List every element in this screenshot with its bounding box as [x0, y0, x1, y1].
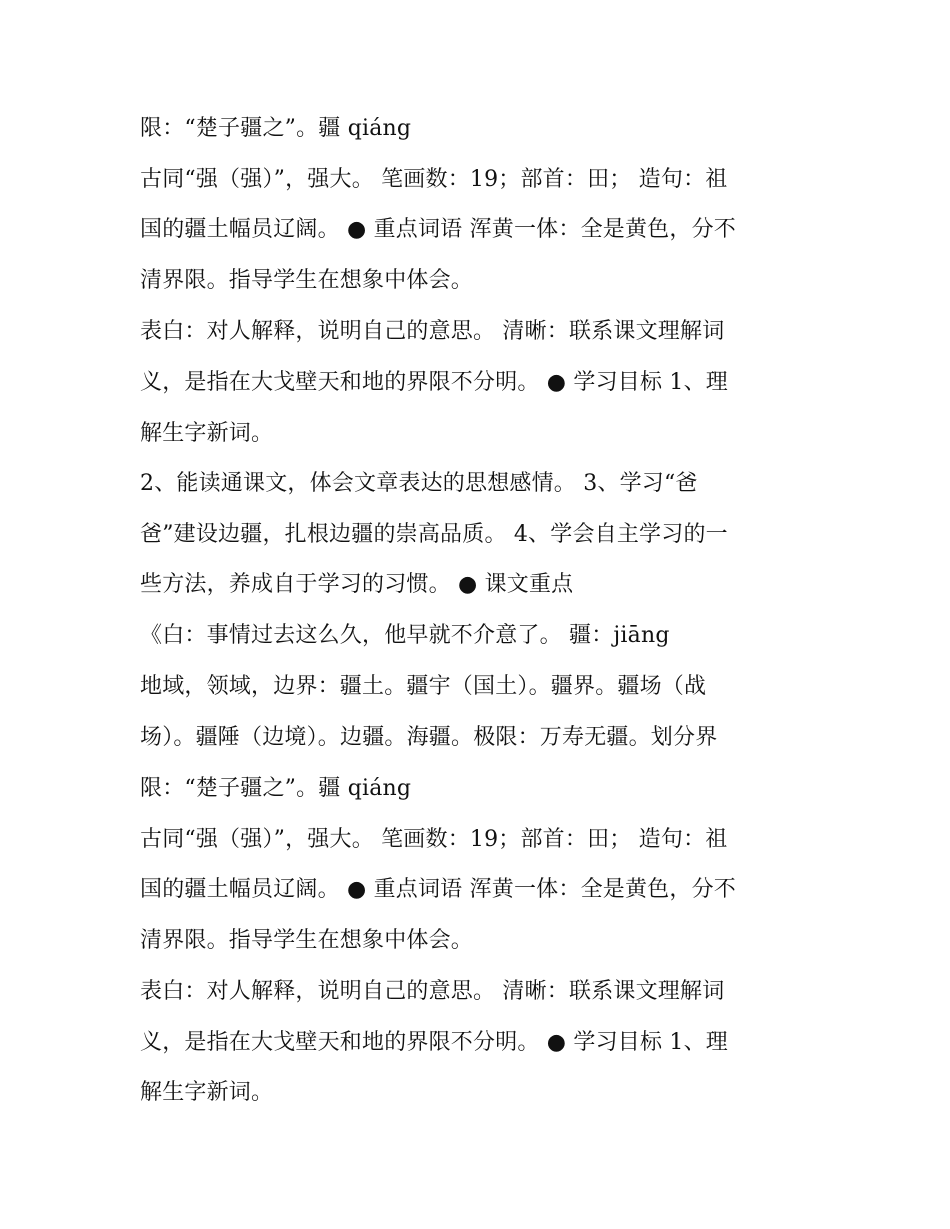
text-line-9: 爸”建设边疆，扎根边疆的崇高品质。 4、学会自主学习的一: [140, 522, 728, 547]
text-line-6: 义，是指在大戈壁天和地的界限不分明。 ● 学习目标 1、理: [140, 370, 728, 395]
text-line-3: 国的疆土幅员辽阔。 ● 重点词语 浑黄一体：全是黄色，分不: [140, 217, 736, 242]
text-line-11: 《白：事情过去这么久，他早就不介意了。 疆：jiāng: [140, 623, 670, 648]
text-line-20: 解生字新词。: [140, 1080, 274, 1105]
text-line-19: 义，是指在大戈壁天和地的界限不分明。 ● 学习目标 1、理: [140, 1030, 728, 1055]
text-line-17: 清界限。指导学生在想象中体会。: [140, 928, 474, 953]
text-line-1: 限：“楚子疆之”。疆 qiáng: [140, 116, 412, 141]
text-line-15: 古同“强（强）”，强大。 笔画数：19；部首：田； 造句：祖: [140, 827, 728, 852]
text-line-5: 表白：对人解释，说明自己的意思。 清晰：联系课文理解词: [140, 319, 725, 344]
text-line-13: 场）。疆陲（边境）。边疆。海疆。极限：万寿无疆。划分界: [140, 725, 718, 750]
text-line-16: 国的疆土幅员辽阔。 ● 重点词语 浑黄一体：全是黄色，分不: [140, 877, 736, 902]
text-line-8: 2、能读通课文，体会文章表达的思想感情。 3、学习“爸: [140, 471, 698, 496]
text-line-2: 古同“强（强）”，强大。 笔画数：19；部首：田； 造句：祖: [140, 167, 728, 192]
text-line-14: 限：“楚子疆之”。疆 qiáng: [140, 776, 412, 801]
text-line-7: 解生字新词。: [140, 421, 274, 446]
text-line-12: 地域，领域，边界：疆土。疆宇（国土）。疆界。疆场（战: [140, 674, 707, 699]
text-line-4: 清界限。指导学生在想象中体会。: [140, 268, 474, 293]
text-line-10: 些方法，养成自于学习的习惯。 ● 课文重点: [140, 572, 574, 597]
text-line-18: 表白：对人解释，说明自己的意思。 清晰：联系课文理解词: [140, 979, 725, 1004]
